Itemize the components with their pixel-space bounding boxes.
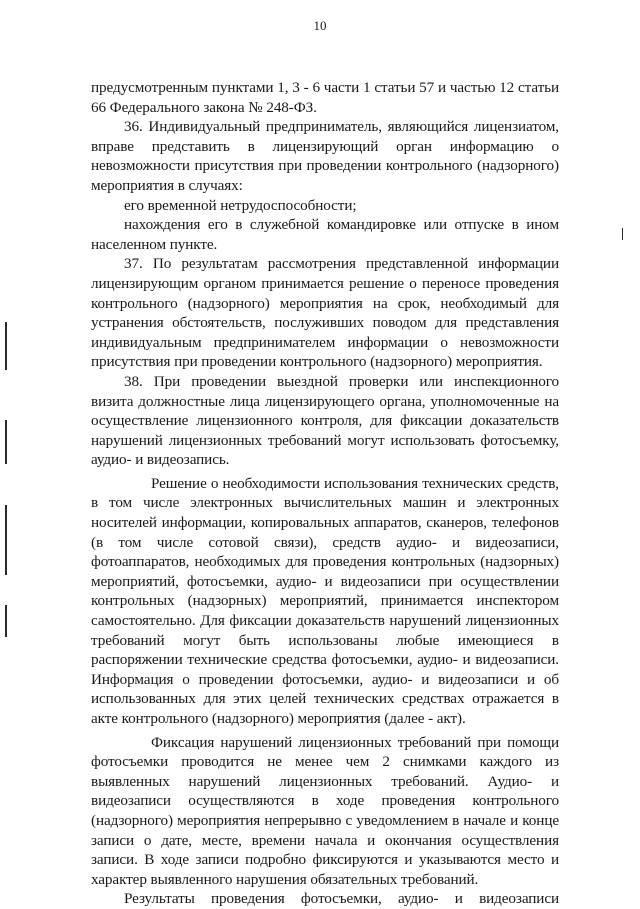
paragraph-37: 37. По результатам рассмотрения представленной информации лицензирующим органом принимается решение о переносе проведения контрольного (надзорного) мероприятия на срок, необходимый для устранения обстоятельств, послуживших поводом для представления индивидуальным предпринимателем информации о невозможности присутствия при проведении контрольного (надзорного) мероприятия.: [91, 255, 559, 371]
list-item-incapacity: его временной нетрудоспособности;: [124, 196, 357, 214]
scan-artifact-left-1: [5, 322, 7, 370]
paragraph-results: Результаты проведения фотосъемки, аудио- и видеозаписи: [124, 890, 559, 908]
scan-artifact-right-1: [622, 228, 623, 240]
paragraph-photo-fixation: Фиксация нарушений лицензионных требований при помощи фотосъемки проводится не менее чем 2 снимками каждого из выявленных нарушений лицензионных требований. Аудио- и видеозаписи осуществляются в ходе проведения контрольного (надзорного) мероприятия непрерывно с уведомлением в начале и конце записи о дате, месте, времени начала и окончания осуществления записи. В ходе записи подробно фиксируются и указываются место и характер выявленного нарушения обязательных требований.: [91, 733, 559, 888]
paragraph-continuation: предусмотренным пунктами 1, 3 - 6 части 1 статьи 57 и частью 12 статьи 66 Федерального закона № 248-ФЗ.: [91, 79, 559, 116]
paragraph-technical-means: Решение о необходимости использования технических средств, в том числе электронных вычислительных машин и электронных носителей информации, копировальных аппаратов, сканеров, телефонов (в том числе сотовой связи), средств аудио- и видеозаписи, фотоаппаратов, необходимых для проведения контрольных (надзорных) мероприятий, фотосъемки, аудио- и видеозаписи при осуществлении контрольных (надзорных) мероприятий, принимается инспектором самостоятельно. Для фиксации доказательств нарушений лицензионных требований могут быть использованы любые имеющиеся в распоряжении технические средства фотосъемки, аудио- и видеозаписи. Информация о проведении фотосъемки, аудио- и видеозаписи и об использованных для этих целей технических средствах отражается в акте контрольного (надзорного) мероприятия (далее - акт).: [91, 474, 559, 727]
page-number: 10: [313, 18, 327, 33]
scan-artifact-left-2: [5, 420, 7, 464]
scan-artifact-left-3: [5, 505, 7, 575]
scan-artifact-left-4: [5, 605, 7, 637]
document-body: [91, 78, 559, 909]
paragraph-36: 36. Индивидуальный предприниматель, являющийся лицензиатом, вправе представить в лицензирующий орган информацию о невозможности присутствия при проведении контрольного (надзорного) мероприятия в случаях:: [91, 118, 559, 194]
paragraph-38: 38. При проведении выездной проверки или инспекционного визита должностные лица лицензирующего органа, уполномоченные на осуществление лицензионного контроля, для фиксации доказательств нарушений лицензионных требований могут использовать фотосъемку, аудио- и видеозапись.: [91, 372, 559, 469]
list-item-business-trip: нахождения его в служебной командировке или отпуске в ином населенном пункте.: [91, 216, 559, 253]
